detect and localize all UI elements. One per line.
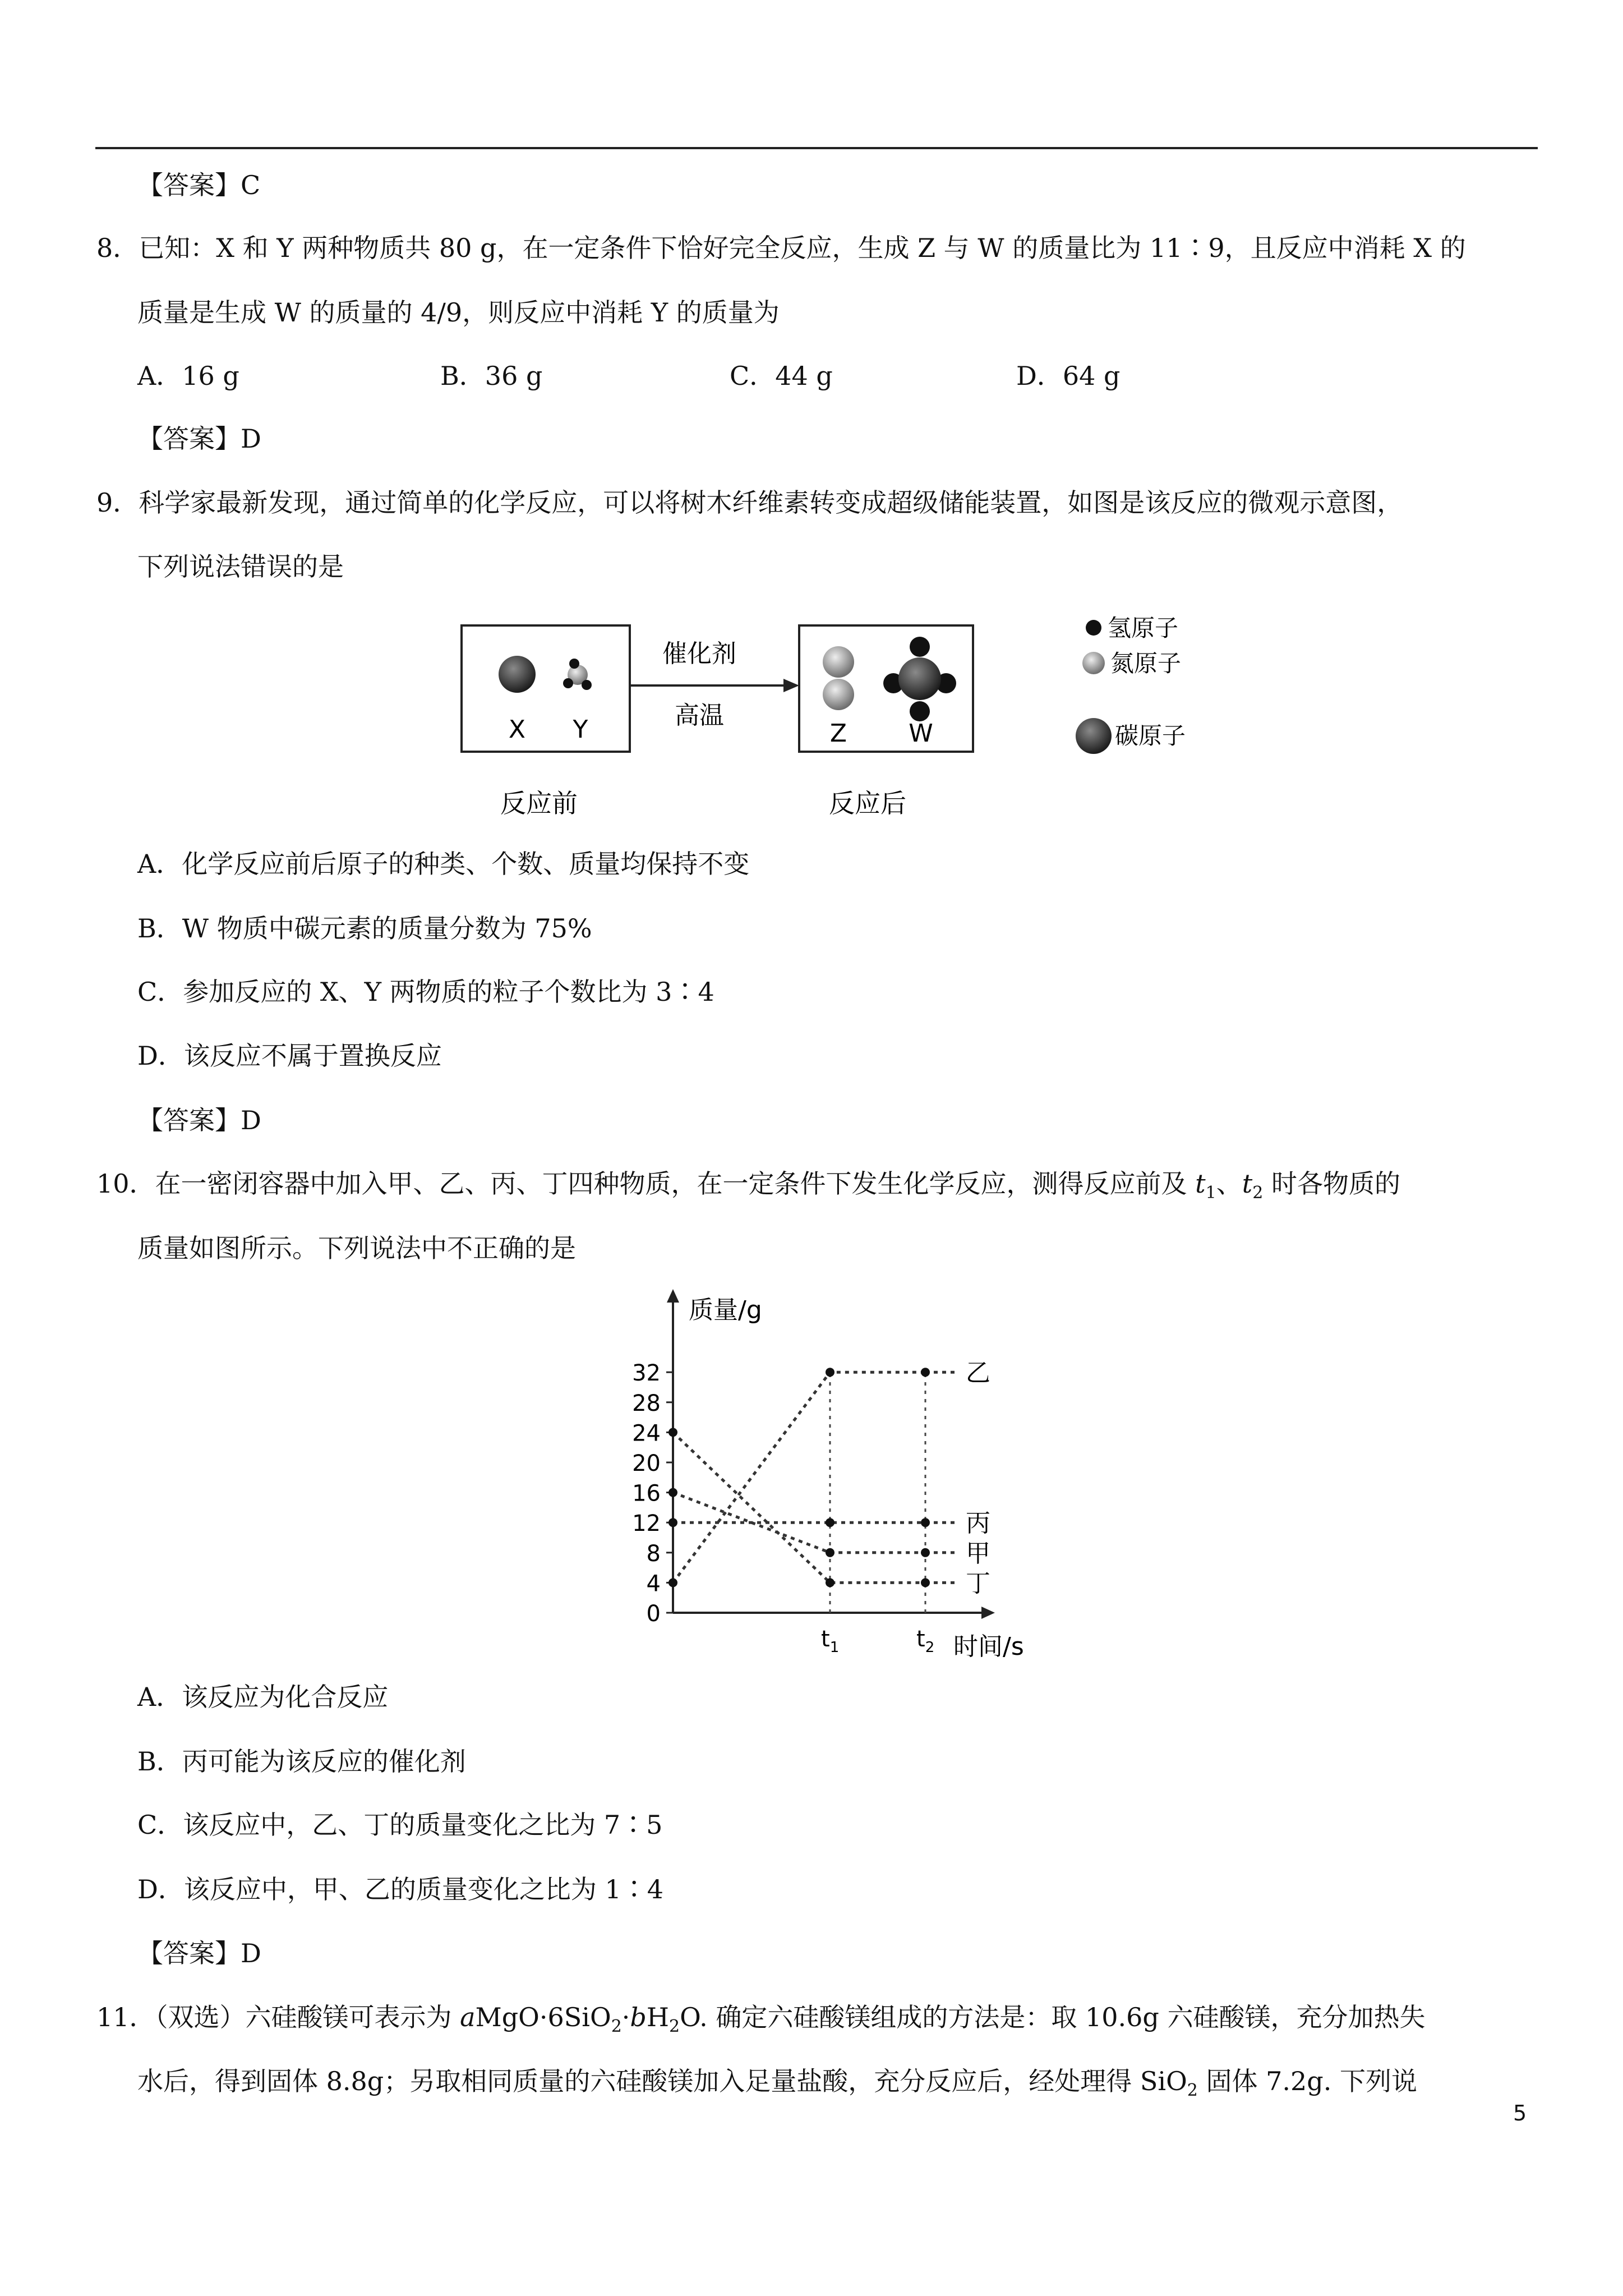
q10-stem-line1: 10．在一密闭容器中加入甲、乙、丙、丁四种物质，在一定条件下发生化学反应，测得反应前及 $t_1$、$t_2$ 时各物质的 bbox=[96, 1168, 1400, 1203]
catalyst-label: 催化剂 bbox=[662, 639, 736, 668]
y-tick-label: 0 bbox=[646, 1601, 661, 1627]
x-label: X bbox=[508, 715, 526, 744]
x-axis-arrow bbox=[981, 1607, 995, 1619]
y-axis-arrow bbox=[667, 1289, 679, 1303]
legend-carbon-label: 碳原子 bbox=[1115, 722, 1186, 749]
y-tick-label: 32 bbox=[632, 1360, 661, 1387]
series-label: 甲 bbox=[966, 1539, 990, 1568]
q8-options bbox=[137, 359, 1483, 393]
legend-nitrogen-icon bbox=[1082, 652, 1105, 674]
series-line bbox=[673, 1432, 925, 1582]
legend bbox=[1076, 614, 1186, 754]
q8-option-c: C．44 g bbox=[730, 361, 833, 391]
mass-time-chart bbox=[594, 1285, 1054, 1666]
data-point bbox=[826, 1578, 834, 1587]
data-point bbox=[921, 1518, 930, 1527]
x-axis-label: 时间/s bbox=[953, 1632, 1024, 1661]
data-point bbox=[826, 1368, 834, 1377]
series-label: 丙 bbox=[966, 1509, 990, 1538]
y-label: Y bbox=[573, 715, 588, 744]
q10-option-b: B．丙可能为该反应的催化剂 bbox=[137, 1746, 466, 1777]
data-point bbox=[921, 1548, 930, 1557]
data-point bbox=[921, 1368, 930, 1377]
q9-stem-line1: 9．科学家最新发现，通过简单的化学反应，可以将树木纤维素转变成超级储能装置，如图是该反应的微观示意图， bbox=[96, 487, 1403, 518]
series-丁 bbox=[668, 1428, 990, 1598]
header-rule bbox=[95, 147, 1538, 149]
before-box bbox=[462, 625, 630, 752]
q9-option-c: C．参加反应的 X、Y 两物质的粒子个数比为 3∶4 bbox=[137, 977, 714, 1007]
answer-q8: 【答案】D bbox=[137, 424, 261, 454]
answer-q7: 【答案】C bbox=[137, 170, 261, 200]
q8-stem-line2: 质量是生成 W 的质量的 4/9，则反应中消耗 Y 的质量为 bbox=[137, 297, 780, 328]
data-point bbox=[921, 1578, 930, 1587]
q10-stem-line2: 质量如图所示。下列说法中不正确的是 bbox=[137, 1233, 576, 1263]
q11-stem-line1: 11．（双选）六硅酸镁可表示为 $aMgO\cdot 6SiO_2\cdot bH_2O$. 确定六硅酸镁组成的方法是：取 10.6g 六硅酸镁，充分加热失 bbox=[96, 2002, 1426, 2037]
w-methane-molecule bbox=[883, 637, 956, 721]
x-tick-label: $t_2$ bbox=[916, 1626, 935, 1656]
q11-stem-line2: 水后，得到固体 8.8g；另取相同质量的六硅酸镁加入足量盐酸，充分反应后，经处理得 SiO$_2$ 固体 7.2g. 下列说 bbox=[137, 2066, 1417, 2101]
page-number: 5 bbox=[1513, 2101, 1527, 2125]
series-label: 丁 bbox=[966, 1569, 990, 1598]
data-point bbox=[668, 1578, 677, 1587]
q8-option-b: B．36 g bbox=[440, 361, 543, 391]
y-ticks bbox=[632, 1360, 673, 1627]
series-line bbox=[673, 1372, 925, 1582]
answer-q10: 【答案】D bbox=[137, 1938, 261, 1968]
q10-option-d: D．该反应中，甲、乙的质量变化之比为 1∶4 bbox=[137, 1874, 664, 1904]
legend-carbon-icon bbox=[1076, 718, 1112, 754]
data-point bbox=[668, 1428, 677, 1437]
q9-stem-line2: 下列说法错误的是 bbox=[137, 551, 344, 582]
w-label: W bbox=[909, 719, 933, 748]
legend-hydrogen-icon bbox=[1086, 620, 1101, 636]
condition-label: 高温 bbox=[675, 701, 724, 730]
q10-option-c: C．该反应中，乙、丁的质量变化之比为 7∶5 bbox=[137, 1810, 663, 1840]
series-label: 乙 bbox=[966, 1359, 990, 1388]
y-axis-label: 质量/g bbox=[689, 1296, 762, 1324]
legend-hydrogen-label: 氢原子 bbox=[1108, 614, 1179, 642]
q8-option-d: D．64 g bbox=[1016, 361, 1121, 391]
q10-option-a: A．该反应为化合反应 bbox=[137, 1682, 389, 1712]
q9-option-b: B．W 物质中碳元素的质量分数为 75% bbox=[137, 913, 592, 944]
before-caption: 反应前 bbox=[500, 788, 578, 818]
y-ammonia-molecule bbox=[563, 659, 592, 690]
chart-guides bbox=[830, 1372, 925, 1613]
reaction-diagram bbox=[437, 595, 1267, 830]
x-tick-label: $t_1$ bbox=[821, 1626, 840, 1656]
q8-option-a: A．16 g bbox=[137, 361, 239, 391]
after-caption: 反应后 bbox=[829, 788, 906, 818]
arrow-head bbox=[783, 679, 799, 692]
q9-option-d: D．该反应不属于置换反应 bbox=[137, 1041, 442, 1071]
x-ticks bbox=[821, 1626, 934, 1656]
data-point bbox=[668, 1488, 677, 1497]
z-label: Z bbox=[829, 719, 847, 748]
answer-q9: 【答案】D bbox=[137, 1105, 261, 1135]
q8-stem-line1: 8．已知：X 和 Y 两种物质共 80 g，在一定条件下恰好完全反应，生成 Z 与 W 的质量比为 11∶9，且反应中消耗 X 的 bbox=[96, 233, 1466, 263]
y-tick-label: 24 bbox=[632, 1420, 661, 1447]
y-tick-label: 28 bbox=[632, 1390, 661, 1416]
z-nitrogen-molecule bbox=[823, 646, 854, 710]
x-carbon-atom bbox=[499, 656, 536, 693]
y-tick-label: 12 bbox=[632, 1511, 661, 1537]
y-tick-label: 8 bbox=[646, 1540, 661, 1567]
data-point bbox=[826, 1548, 834, 1557]
legend-nitrogen-label: 氮原子 bbox=[1110, 650, 1182, 677]
y-tick-label: 16 bbox=[632, 1480, 661, 1507]
y-tick-label: 20 bbox=[632, 1451, 661, 1476]
series-丙 bbox=[668, 1509, 990, 1538]
data-point bbox=[826, 1518, 834, 1527]
data-point bbox=[668, 1518, 677, 1527]
y-tick-label: 4 bbox=[646, 1571, 661, 1597]
q9-option-a: A．化学反应前后原子的种类、个数、质量均保持不变 bbox=[137, 849, 750, 879]
